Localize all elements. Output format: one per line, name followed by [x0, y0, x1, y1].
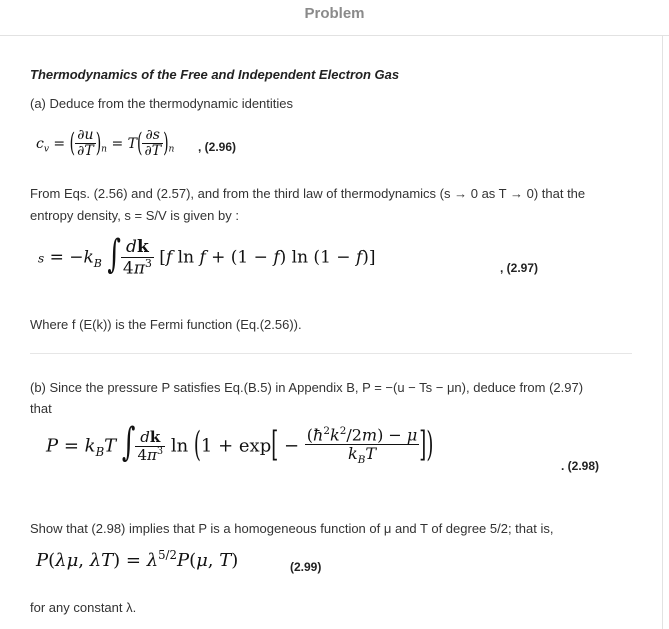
equation-number-2-98: . (2.98) — [561, 459, 600, 473]
equation-number-2-96: , (2.96) — [198, 140, 237, 154]
equation-2-97: $s = -k_B$ ∫ $\frac{dk}{4\pi^3}$ [f ln f + (1 − f) ln (1 − f)] — [38, 232, 376, 279]
show-text: Show that (2.98) implies that P is a homogeneous function of μ and T of degree 5/2; that is, — [30, 521, 554, 536]
part-a-intro: (a) Deduce from the thermodynamic identities — [30, 96, 294, 111]
where-text: Where f (E(k)) is the Fermi function (Eq.(2.56)). — [30, 317, 302, 332]
equation-2-98: $P = k_BT$ ∫ $\frac{dk}{4\pi^3}$ ln (1 + exp[ − $\frac{(ħ^2k^2/2m) - \mu}{k_BT}$ ]) — [46, 420, 434, 467]
equation-number-2-97: , (2.97) — [500, 261, 539, 275]
part-b-intro-line1: (b) Since the pressure P satisfies Eq.(B.5) in Appendix B, P = −(u − Ts − μn), deduce from (2.97) — [30, 380, 584, 395]
section-title: Thermodynamics of the Free and Independent Electron Gas — [30, 67, 400, 82]
equation-number-2-99: (2.99) — [290, 560, 322, 574]
problem-panel — [0, 36, 663, 629]
page-title: Problem — [304, 5, 365, 22]
part-a-text-line1: From Eqs. (2.56) and (2.57), and from the third law of thermodynamics (s → 0 as T → 0) that the — [30, 186, 586, 201]
final-text: for any constant λ. — [30, 600, 137, 615]
section-divider — [30, 353, 632, 354]
equation-2-99: P(λμ, $\lambda T) = \lambda^{5/2}P(\mu$, T) — [36, 548, 239, 571]
equation-2-96: $c_v$ = ( $\frac{\partial u}{\partial T}$ )$_n = T$( $\frac{\partial s}{\partial T}$ )$_n$ — [36, 127, 175, 160]
header-bar — [0, 0, 669, 36]
part-a-text-line2: entropy density, s = S/V is given by : — [30, 208, 239, 223]
part-b-intro-line2: that — [30, 401, 52, 416]
